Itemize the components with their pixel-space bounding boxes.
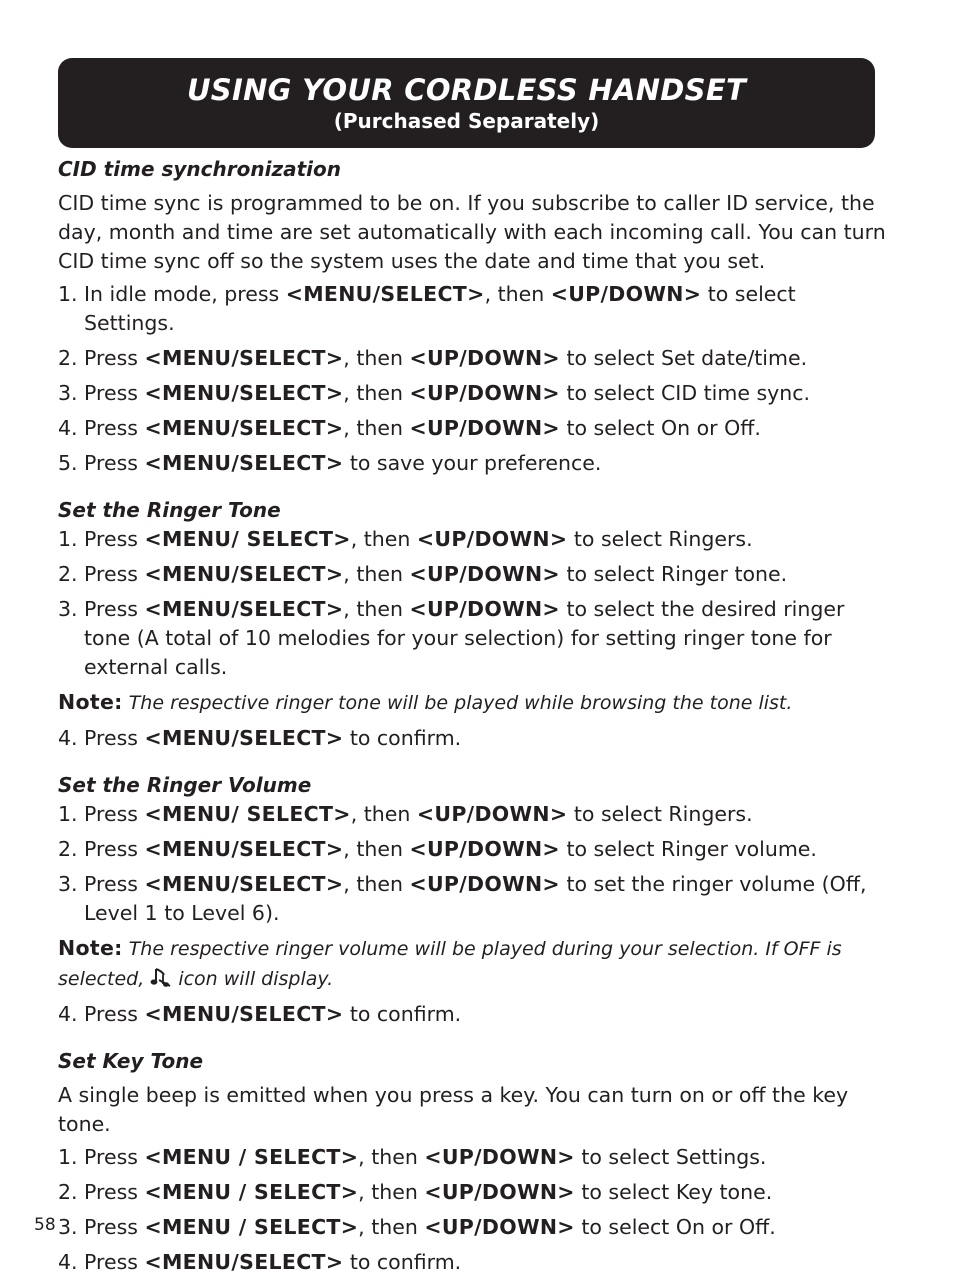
list-item: 3. Press <MENU/SELECT>, then <UP/DOWN> to select CID time sync.: [58, 381, 811, 405]
ringer-tone-steps: [58, 525, 888, 682]
page-subtitle: (Purchased Separately): [333, 109, 600, 133]
key-tone-steps: [58, 1143, 888, 1277]
list-item: 2. Press <MENU/SELECT>, then <UP/DOWN> to select Ringer tone.: [58, 562, 788, 586]
ringer-tone-note: Note: The respective ringer tone will be played while browsing the tone list.: [58, 690, 793, 714]
section-heading-key-tone: Set Key Tone: [58, 1049, 204, 1073]
section-heading-ringer-tone: Set the Ringer Tone: [58, 498, 281, 522]
list-item: 1. In idle mode, press <MENU/SELECT>, then <UP/DOWN> to select Settings.: [58, 282, 796, 335]
list-item: 3. Press <MENU / SELECT>, then <UP/DOWN> to select On or Off.: [58, 1215, 776, 1239]
list-item: 4. Press <MENU/SELECT> to confirm.: [58, 1250, 462, 1274]
list-item: 2. Press <MENU/SELECT>, then <UP/DOWN> to select Set date/time.: [58, 346, 808, 370]
page-title: USING YOUR CORDLESS HANDSET: [186, 73, 747, 107]
list-item: 4. Press <MENU/SELECT> to confirm.: [58, 726, 462, 750]
list-item: 4. Press <MENU/SELECT>, then <UP/DOWN> to select On or Off.: [58, 416, 761, 440]
list-item: 1. Press <MENU/ SELECT>, then <UP/DOWN> to select Ringers.: [58, 802, 753, 826]
list-item: 2. Press <MENU/SELECT>, then <UP/DOWN> to select Ringer volume.: [58, 837, 817, 861]
list-item: 1. Press <MENU/ SELECT>, then <UP/DOWN> to select Ringers.: [58, 527, 753, 551]
list-item: 2. Press <MENU / SELECT>, then <UP/DOWN> to select Key tone.: [58, 1180, 773, 1204]
list-item: 3. Press <MENU/SELECT>, then <UP/DOWN> to select the desired ringer tone (A total of 10 melodies for your selection) for setting ringer tone for external calls.: [58, 597, 845, 679]
section-banner: [58, 58, 875, 148]
page-number: 58: [34, 1215, 56, 1235]
list-item: 4. Press <MENU/SELECT> to confirm.: [58, 1002, 462, 1026]
manual-content: [58, 152, 888, 1283]
ringer-volume-steps: [58, 800, 888, 928]
key-tone-intro: A single beep is emitted when you press a key. You can turn on or off the key tone.: [58, 1083, 849, 1136]
section-heading-cid: CID time synchronization: [58, 157, 341, 181]
list-item: 3. Press <MENU/SELECT>, then <UP/DOWN> to set the ringer volume (Off, Level 1 to Level 6).: [58, 872, 867, 925]
list-item: 1. Press <MENU / SELECT>, then <UP/DOWN> to select Settings.: [58, 1145, 767, 1169]
cid-steps: [58, 280, 888, 478]
ringer-volume-note: Note: The respective ringer volume will be played during your selection. If OFF is selected, icon will display.: [58, 936, 842, 990]
section-heading-ringer-volume: Set the Ringer Volume: [58, 773, 312, 797]
music-note-muted-icon: [150, 966, 172, 988]
cid-intro: CID time sync is programmed to be on. If you subscribe to caller ID service, the day, month and time are set automatically with each incoming call. You can turn CID time sync off so the system uses the date and time that you set.: [58, 191, 886, 273]
list-item: 5. Press <MENU/SELECT> to save your preference.: [58, 451, 602, 475]
